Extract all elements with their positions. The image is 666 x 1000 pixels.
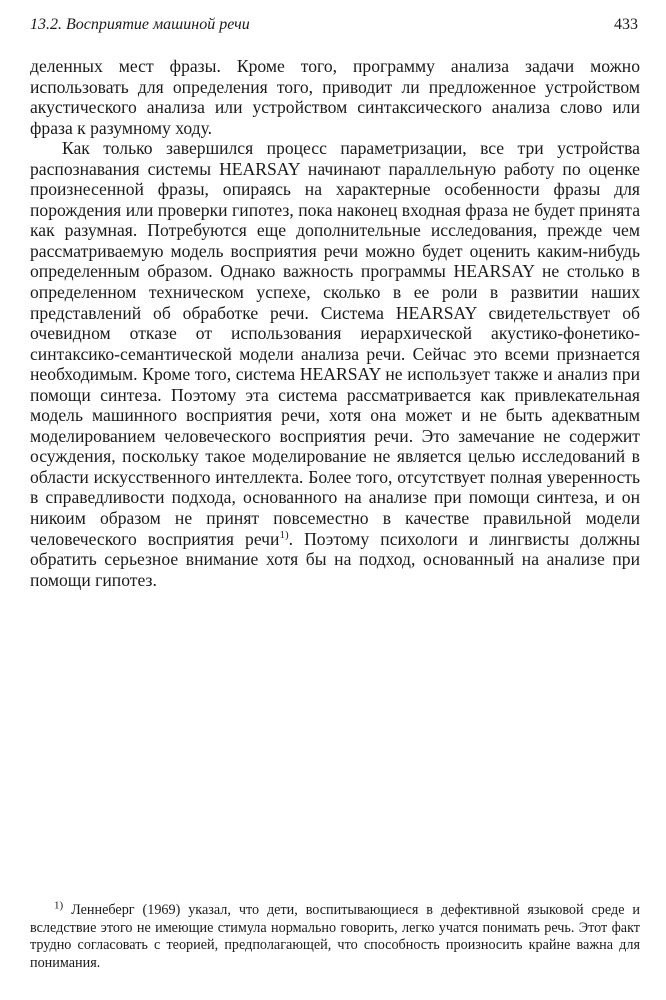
footnote-text: Леннеберг (1969) указал, что дети, воспитывающиеся в дефективной языковой среде и вследствие этого не имеющие стимула нормально говорить, легко учатся понимать речь. Этот факт трудно согласовать с теорией, предполагающей, что способность произносить крайне важна для понимания. (30, 902, 640, 971)
running-head: 13.2. Восприятие машиной речи (30, 16, 250, 33)
footnote-marker: 1) (54, 899, 64, 912)
footnote (30, 899, 640, 972)
main-text (30, 56, 640, 590)
paragraph-2-text: Как только завершился процесс параметризации, все три устройства распознавания системы HEARSAY начинают параллельную работу по оценке произнесенной фразы, опираясь на характерные особенности фразы для порождения или проверки гипотез, пока наконец входная фраза не будет принята как разумная. Потребуются еще дополнительные исследования, прежде чем рассматриваемую модель восприятия речи можно будет оценить каким-нибудь определенным образом. Однако важность программы HEARSAY не столько в определенном техническом успехе, сколько в ее роли в развитии наших представлений об обработке речи. Система HEARSAY свидетельствует об очевидном отказе от использования иерархической акустико-фонетико-синтаксико-семантической модели анализа речи. Сейчас это всеми признается необходимым. Кроме того, система HEARSAY не использует также и анализ при помощи синтеза. Поэтому эта система рассматривается как привлекательная модель машинного восприятия речи, хотя она может и не быть адекватным моделированием человеческого восприятия речи. Это замечание не содержит осуждения, поскольку такое моделирование не является целью исследований в области искусственного интеллекта. Более того, отсутствует полная уверенность в справедливости подхода, основанного на анализе при помощи синтеза, и он никоим образом не принят повсеместно в качестве правильной модели человеческого восприятия речи (30, 138, 640, 549)
page-header (30, 16, 638, 40)
paragraph-2-text-end: . Поэтому психологи и лингвисты должны обратить серьезное внимание хотя бы на подход, основанный на анализе при помощи гипотез. (30, 528, 640, 590)
page-number: 433 (614, 16, 638, 33)
paragraph-1: деленных мест фразы. Кроме того, программу анализа задачи можно использовать для определения того, приводит ли предложенное устройством акустического анализа или устройством синтаксического анализа слово или фраза к разумному ходу. (30, 56, 640, 138)
footnote-reference: 1) (279, 528, 289, 541)
paragraph-2 (30, 138, 640, 590)
